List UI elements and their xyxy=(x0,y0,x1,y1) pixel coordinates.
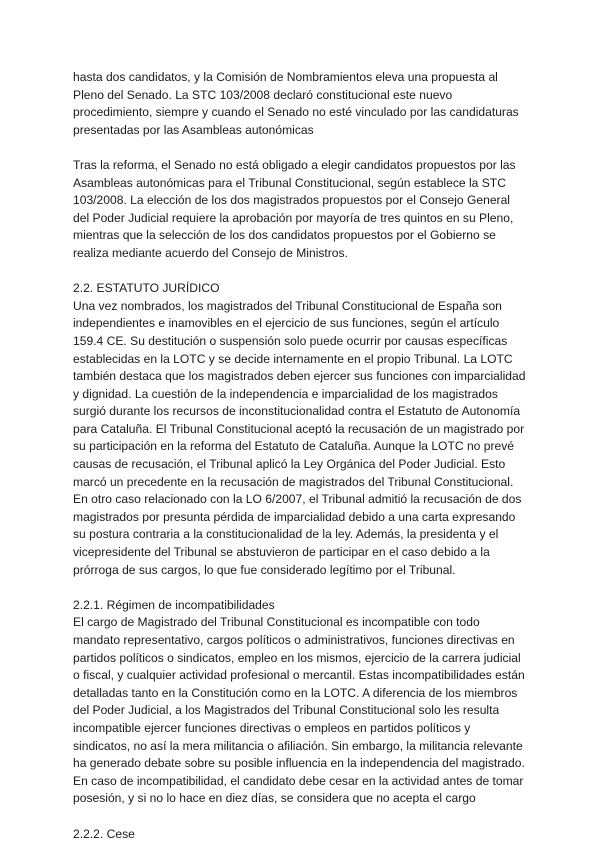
text-line: su participación en la reforma del Estatuto de Cataluña. Aunque la LOTC no prevé xyxy=(73,439,515,454)
text-line: del Poder Judicial, a los Magistrados del Tribunal Constitucional solo les resulta xyxy=(73,703,500,718)
text-line: causas de recusación, el Tribunal aplicó la Ley Orgánica del Poder Judicial. Esto xyxy=(73,457,506,472)
text-line: ha generado debate sobre su posible influencia en la independencia del magistrado. xyxy=(73,756,525,771)
text-line: mandato representativo, cargos políticos o administrativos, funciones directivas en xyxy=(73,633,515,647)
text-line: posesión, y si no lo hace en diez días, se considera que no acepta el cargo xyxy=(73,791,476,806)
paragraph-gap xyxy=(73,139,533,157)
text-line: vicepresidente del Tribunal se abstuvieron de participar en el caso debido a la xyxy=(73,545,490,560)
text-line: sindicatos, no así la mera militancia o afiliación. Sin embargo, la militancia relevante xyxy=(73,738,523,753)
text-line: 159.4 CE. Su destitución o suspensión solo puede ocurrir por causas específicas xyxy=(73,333,508,348)
text-line: hasta dos candidatos, y la Comisión de Nombramientos eleva una propuesta al xyxy=(73,70,498,84)
text-line: 103/2008. La elección de los dos magistrados propuestos por el Consejo General xyxy=(73,193,510,208)
text-line: su postura contraria a la constitucionalidad de la ley. Además, la presidenta y el xyxy=(73,527,499,542)
text-line: independientes e inamovibles en el ejercicio de sus funciones, según el artículo xyxy=(73,316,500,331)
text-line: Asambleas autonómicas para el Tribunal Constitucional, según establece la STC xyxy=(73,175,506,190)
paragraph-estatuto xyxy=(73,298,533,580)
text-line: presentadas por las Asambleas autonómicas xyxy=(73,122,314,137)
document-page xyxy=(73,69,533,843)
text-line: magistrados por presunta pérdida de imparcialidad debido a una carta expresando xyxy=(73,509,516,524)
text-line: también destaca que los magistrados deben ejercer sus funciones con imparcialidad xyxy=(73,369,526,384)
paragraph-incompatibilidades xyxy=(73,614,533,808)
text-line: En otro caso relacionado con la LO 6/2007, el Tribunal admitió la recusación de dos xyxy=(73,492,522,507)
paragraph-gap xyxy=(73,808,533,826)
text-line: prórroga de sus cargos, lo que fue considerado legítimo por el Tribunal. xyxy=(73,562,456,577)
text-line: marcó un precedente en la recusación de magistrados del Tribunal Constitucional. xyxy=(73,474,514,489)
text-line: mientras que la selección de los dos candidatos propuestos por el Gobierno se xyxy=(73,228,496,243)
text-line: o fiscal, y cualquier actividad profesional o mercantil. Estas incompatibilidades están xyxy=(73,668,525,683)
text-line: y dignidad. La cuestión de la independencia e imparcialidad de los magistrados xyxy=(73,386,498,401)
text-line: En caso de incompatibilidad, el candidato debe cesar en la actividad antes de tomar xyxy=(73,773,524,788)
paragraph-gap xyxy=(73,579,533,597)
text-line: El cargo de Magistrado del Tribunal Constitucional es incompatible con todo xyxy=(73,615,480,630)
text-line: partidos políticos o sindicatos, empleo en los mismos, ejercicio de la carrera judicial xyxy=(73,650,521,665)
text-line: del Poder Judicial requiere la aprobación por mayoría de tres quintos en su Pleno, xyxy=(73,210,514,225)
text-line: detalladas tanto en la Constitución como en la LOTC. A diferencia de los miembros xyxy=(73,685,518,700)
paragraph-senado-procedimiento xyxy=(73,69,533,139)
paragraph-reforma xyxy=(73,157,533,263)
section-heading-cese: 2.2.2. Cese xyxy=(73,826,135,841)
text-line: surgió durante los recursos de inconstitucionalidad contra el Estatuto de Autonomía xyxy=(73,404,521,419)
text-line: realiza mediante acuerdo del Consejo de Ministros. xyxy=(73,245,348,260)
section-heading-estatuto-juridico: 2.2. ESTATUTO JURÍDICO xyxy=(73,281,220,296)
text-line: Una vez nombrados, los magistrados del Tribunal Constitucional de España son xyxy=(73,298,502,313)
text-line: Tras la reforma, el Senado no está obligado a elegir candidatos propuestos por las xyxy=(73,157,516,172)
text-line: incompatible ejercer funciones directivas o empleos en partidos políticos y xyxy=(73,720,471,735)
text-line: Pleno del Senado. La STC 103/2008 declaró constitucional este nuevo xyxy=(73,87,453,102)
text-line: para Cataluña. El Tribunal Constitucional aceptó la recusación de un magistrado por xyxy=(73,421,525,436)
paragraph-gap xyxy=(73,263,533,281)
section-heading-incompatibilidades: 2.2.1. Régimen de incompatibilidades xyxy=(73,597,275,612)
text-line: procedimiento, siempre y cuando el Senado no esté vinculado por las candidaturas xyxy=(73,105,519,120)
text-line: establecidas en la LOTC y se decide internamente en el propio Tribunal. La LOTC xyxy=(73,351,513,366)
